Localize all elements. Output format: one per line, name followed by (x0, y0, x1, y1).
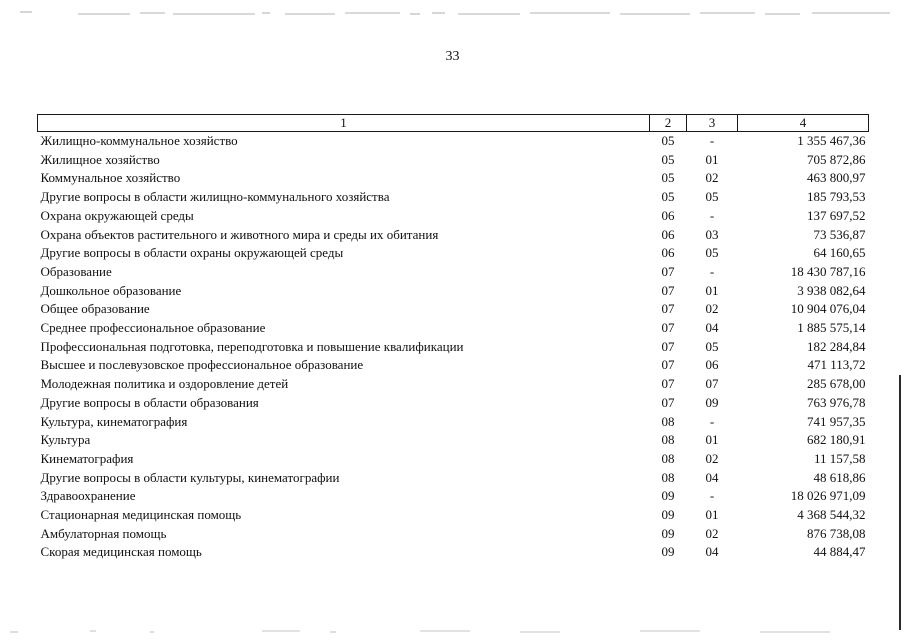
table-row (38, 506, 869, 525)
row-name: Дошкольное образование (40, 282, 182, 298)
row-amount: 182 284,84 (807, 338, 866, 354)
table-row (38, 169, 869, 188)
row-name: Кинематография (40, 450, 134, 466)
row-amount: 1 355 467,36 (797, 133, 866, 148)
row-amount: 11 157,58 (813, 450, 866, 466)
table-row (38, 450, 869, 469)
row-amount: 682 180,91 (807, 432, 866, 448)
header-col-subsection: 3 (687, 115, 738, 132)
table-row (38, 207, 869, 226)
row-subsection-code: 02 (705, 525, 719, 541)
row-subsection-code: - (709, 413, 715, 429)
row-amount: 73 536,87 (813, 226, 866, 242)
table-row (38, 394, 869, 413)
table-row (38, 356, 869, 375)
table-header-row (38, 115, 869, 132)
row-section-code: 08 (661, 469, 675, 485)
table-row (38, 431, 869, 450)
row-amount: 1 885 575,14 (797, 320, 866, 336)
row-name: Коммунальное хозяйство (40, 170, 181, 186)
row-section-code: 07 (661, 320, 675, 336)
table-row (38, 263, 869, 282)
row-section-code: 08 (661, 413, 675, 429)
row-name: Здравоохранение (40, 488, 136, 504)
table-row (38, 413, 869, 432)
row-section-code: 06 (661, 245, 675, 261)
row-section-code: 07 (661, 301, 675, 317)
header-col-name: 1 (38, 115, 650, 132)
table-row (38, 282, 869, 301)
row-section-code: 09 (661, 525, 675, 541)
row-subsection-code: 05 (705, 189, 719, 205)
row-name: Жилищно-коммунальное хозяйство (40, 133, 238, 148)
row-subsection-code: 04 (705, 544, 719, 560)
row-amount: 44 884,47 (813, 544, 866, 560)
row-amount: 18 026 971,09 (790, 488, 866, 504)
table-row (38, 469, 869, 488)
row-name: Культура, кинематография (40, 413, 188, 429)
row-amount: 763 976,78 (807, 394, 866, 410)
row-section-code: 07 (661, 394, 675, 410)
row-amount: 10 904 076,04 (790, 301, 866, 317)
row-section-code: 07 (661, 338, 675, 354)
row-section-code: 07 (661, 357, 675, 373)
row-amount: 185 793,53 (807, 189, 866, 205)
table-row (38, 375, 869, 394)
table-row (38, 226, 869, 245)
row-subsection-code: - (709, 133, 715, 148)
row-section-code: 09 (661, 507, 675, 523)
row-name: Скорая медицинская помощь (40, 544, 202, 560)
row-subsection-code: 04 (705, 320, 719, 336)
row-name: Жилищное хозяйство (40, 151, 160, 167)
row-subsection-code: - (709, 263, 715, 279)
row-section-code: 08 (661, 432, 675, 448)
row-amount: 48 618,86 (813, 469, 866, 485)
budget-table (37, 114, 869, 562)
row-section-code: 05 (661, 151, 675, 167)
row-name: Охрана объектов растительного и животного мира и среды их обитания (40, 226, 439, 242)
row-amount: 285 678,00 (807, 376, 866, 392)
row-section-code: 06 (661, 226, 675, 242)
page-number: 33 (445, 49, 460, 64)
row-amount: 3 938 082,64 (797, 282, 866, 298)
row-name: Охрана окружающей среды (40, 207, 194, 223)
row-subsection-code: 07 (705, 376, 719, 392)
row-name: Общее образование (40, 301, 150, 317)
table-row (38, 487, 869, 506)
row-subsection-code: 06 (705, 357, 719, 373)
table-row (38, 338, 869, 357)
row-amount: 741 957,35 (807, 413, 866, 429)
row-subsection-code: 05 (705, 245, 719, 261)
table-row (38, 525, 869, 544)
table-row (38, 132, 869, 151)
row-subsection-code: - (709, 207, 715, 223)
row-section-code: 08 (661, 450, 675, 466)
row-subsection-code: 01 (705, 432, 719, 448)
row-subsection-code: 02 (705, 301, 719, 317)
row-subsection-code: 05 (705, 338, 719, 354)
row-name: Другие вопросы в области культуры, кинематографии (40, 469, 340, 485)
row-section-code: 07 (661, 282, 675, 298)
table-row (38, 319, 869, 338)
row-section-code: 05 (661, 189, 675, 205)
row-subsection-code: 02 (705, 170, 719, 186)
row-section-code: 09 (661, 488, 675, 504)
row-amount: 4 368 544,32 (797, 507, 866, 523)
row-amount: 471 113,72 (807, 357, 866, 373)
table-row (38, 543, 869, 562)
row-subsection-code: 04 (705, 469, 719, 485)
scan-artifact-top (0, 0, 905, 30)
table-row (38, 151, 869, 170)
row-amount: 137 697,52 (807, 207, 866, 223)
row-amount: 876 738,08 (807, 525, 866, 541)
row-section-code: 09 (661, 544, 675, 560)
row-name: Высшее и послевузовское профессиональное образование (40, 357, 364, 373)
row-name: Стационарная медицинская помощь (40, 507, 242, 523)
table-row (38, 300, 869, 319)
row-section-code: 07 (661, 263, 675, 279)
row-section-code: 05 (661, 170, 675, 186)
row-name: Профессиональная подготовка, переподготовка и повышение квалификации (40, 338, 464, 354)
row-name: Культура (40, 432, 91, 448)
row-name: Другие вопросы в области образования (40, 394, 259, 410)
row-section-code: 06 (661, 207, 675, 223)
row-name: Молодежная политика и оздоровление детей (40, 376, 289, 392)
row-name: Другие вопросы в области охраны окружающей среды (40, 245, 344, 261)
row-subsection-code: 01 (705, 282, 719, 298)
scan-artifact-right-edge (895, 375, 905, 635)
table-row (38, 188, 869, 207)
row-name: Среднее профессиональное образование (40, 320, 266, 336)
row-subsection-code: 03 (705, 226, 719, 242)
row-subsection-code: 09 (705, 394, 719, 410)
row-name: Образование (40, 263, 112, 279)
row-section-code: 07 (661, 376, 675, 392)
row-amount: 64 160,65 (813, 245, 866, 261)
row-name: Амбулаторная помощь (40, 525, 167, 541)
row-amount: 705 872,86 (807, 151, 866, 167)
header-col-section: 2 (650, 115, 687, 132)
row-subsection-code: 02 (705, 450, 719, 466)
row-subsection-code: - (709, 488, 715, 504)
row-amount: 463 800,97 (807, 170, 866, 186)
row-name: Другие вопросы в области жилищно-коммунального хозяйства (40, 189, 390, 205)
row-amount: 18 430 787,16 (790, 263, 866, 279)
row-section-code: 05 (661, 133, 675, 148)
row-subsection-code: 01 (705, 151, 719, 167)
scan-artifact-bottom (0, 620, 905, 640)
header-col-amount: 4 (738, 115, 869, 132)
table-row (38, 244, 869, 263)
row-subsection-code: 01 (705, 507, 719, 523)
